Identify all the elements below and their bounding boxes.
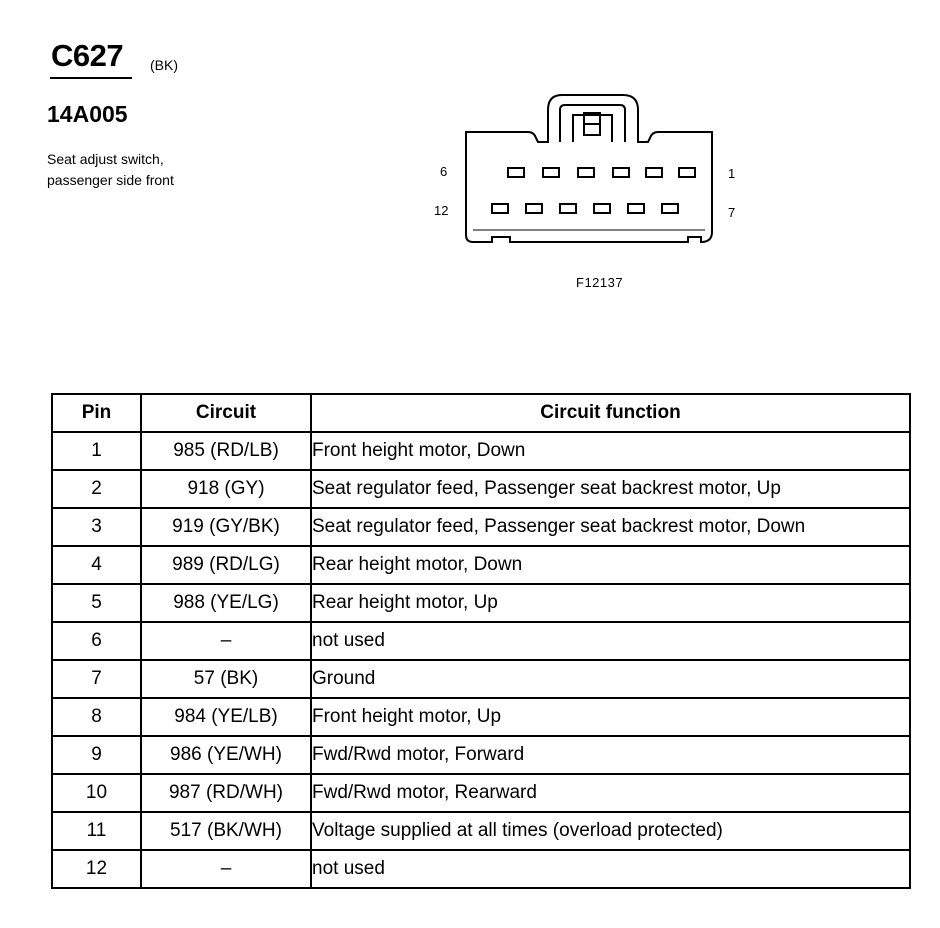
table-row: [52, 432, 910, 470]
pin-label-1: 1: [728, 166, 736, 181]
circuit-cell: 987 (RD/WH): [141, 774, 311, 812]
connector-id-underline: [50, 77, 132, 79]
pin-cell: 10: [52, 774, 141, 812]
table-row: [52, 736, 910, 774]
pin-cell: 8: [52, 698, 141, 736]
function-cell: Seat regulator feed, Passenger seat backrest motor, Up: [311, 470, 910, 508]
pin-cell: 11: [52, 812, 141, 850]
pin-assignment-table: [51, 393, 911, 889]
circuit-cell: –: [141, 850, 311, 888]
table-row: [52, 470, 910, 508]
table-row: [52, 508, 910, 546]
circuit-cell: 984 (YE/LB): [141, 698, 311, 736]
pin-cell: 3: [52, 508, 141, 546]
function-cell: Fwd/Rwd motor, Forward: [311, 736, 910, 774]
table-row: [52, 774, 910, 812]
function-cell: Front height motor, Down: [311, 432, 910, 470]
pin-cell: 12: [52, 850, 141, 888]
function-cell: Rear height motor, Up: [311, 584, 910, 622]
circuit-cell: 986 (YE/WH): [141, 736, 311, 774]
circuit-cell: –: [141, 622, 311, 660]
function-cell: Front height motor, Up: [311, 698, 910, 736]
table-header-row: [52, 394, 910, 432]
description-line-1: Seat adjust switch,: [47, 151, 164, 167]
circuit-cell: 57 (BK): [141, 660, 311, 698]
pin-cell: 2: [52, 470, 141, 508]
pin-cell: 5: [52, 584, 141, 622]
header-circuit-function: Circuit function: [311, 394, 910, 432]
header-circuit: Circuit: [141, 394, 311, 432]
header-pin: Pin: [52, 394, 141, 432]
function-cell: Rear height motor, Down: [311, 546, 910, 584]
table-row: [52, 622, 910, 660]
circuit-cell: 918 (GY): [141, 470, 311, 508]
table-row: [52, 584, 910, 622]
table-row: [52, 850, 910, 888]
function-cell: Seat regulator feed, Passenger seat backrest motor, Down: [311, 508, 910, 546]
function-cell: not used: [311, 622, 910, 660]
pin-label-6: 6: [440, 164, 448, 179]
table-row: [52, 660, 910, 698]
pin-cell: 7: [52, 660, 141, 698]
connector-face-drawing: [420, 80, 730, 255]
pin-cell: 1: [52, 432, 141, 470]
table-body: [52, 432, 910, 888]
table-row: [52, 698, 910, 736]
function-cell: Ground: [311, 660, 910, 698]
function-cell: not used: [311, 850, 910, 888]
circuit-cell: 989 (RD/LG): [141, 546, 311, 584]
table-row: [52, 812, 910, 850]
connector-diagram: [420, 80, 730, 260]
pin-cell: 9: [52, 736, 141, 774]
pin-cell: 6: [52, 622, 141, 660]
circuit-cell: 919 (GY/BK): [141, 508, 311, 546]
component-description: [47, 149, 174, 191]
connector-id: C627: [51, 38, 124, 73]
circuit-cell: 988 (YE/LG): [141, 584, 311, 622]
circuit-cell: 517 (BK/WH): [141, 812, 311, 850]
part-number: 14A005: [47, 101, 128, 127]
pin-label-12: 12: [434, 203, 449, 218]
description-line-2: passenger side front: [47, 172, 174, 188]
pin-cell: 4: [52, 546, 141, 584]
function-cell: Fwd/Rwd motor, Rearward: [311, 774, 910, 812]
function-cell: Voltage supplied at all times (overload protected): [311, 812, 910, 850]
figure-label: F12137: [576, 275, 624, 290]
connector-color-code: (BK): [150, 57, 178, 73]
circuit-cell: 985 (RD/LB): [141, 432, 311, 470]
pin-label-7: 7: [728, 205, 736, 220]
table-row: [52, 546, 910, 584]
